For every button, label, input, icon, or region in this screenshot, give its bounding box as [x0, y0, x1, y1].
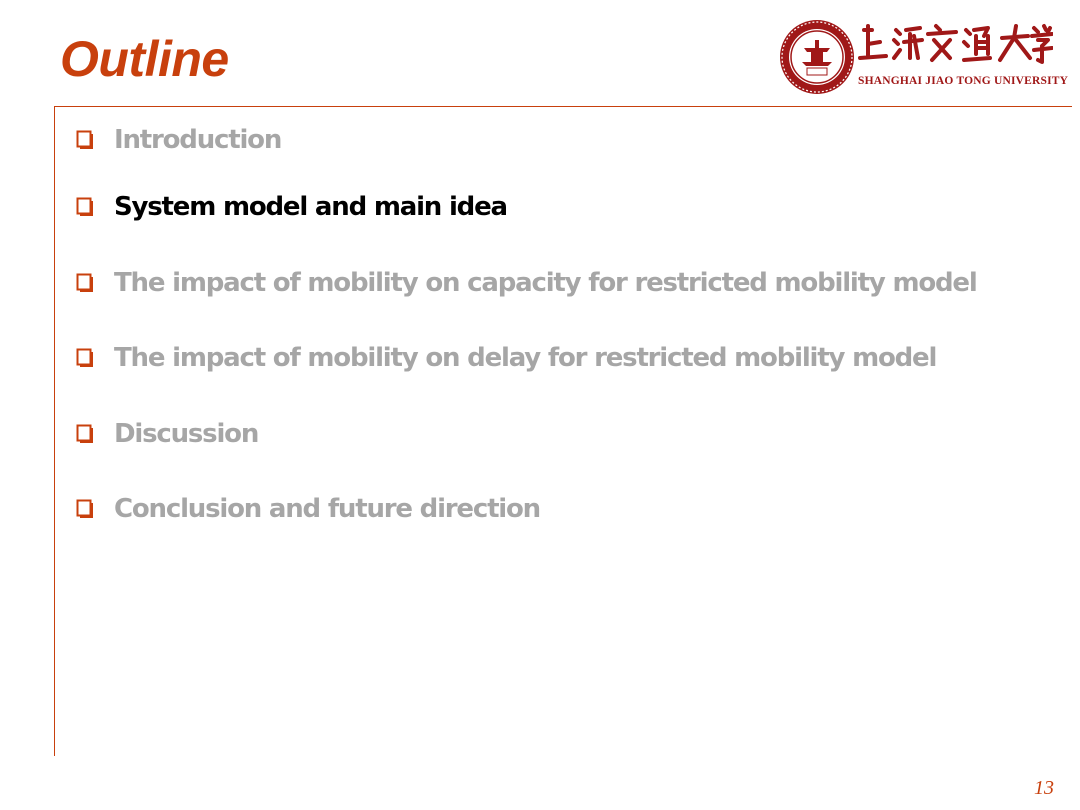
hollow-square-bullet-icon: [76, 498, 94, 520]
hollow-square-bullet-icon: [76, 196, 94, 218]
outline-item-label: Introduction: [114, 125, 282, 155]
outline-item-discussion: [76, 419, 258, 449]
hollow-square-bullet-icon: [76, 423, 94, 445]
outline-item-delay: [76, 343, 936, 373]
hollow-square-bullet-icon: [76, 272, 94, 294]
outline-item-label: The impact of mobility on capacity for restricted mobility model: [114, 268, 977, 298]
university-chinese-name-icon: [858, 22, 1053, 66]
hollow-square-bullet-icon: [76, 129, 94, 151]
outline-item-introduction: [76, 125, 281, 155]
outline-item-label: Conclusion and future direction: [114, 494, 540, 524]
outline-item-system-model: [76, 192, 507, 222]
outline-item-capacity: [76, 268, 977, 298]
header-divider: [54, 106, 1072, 107]
outline-item-label: Discussion: [114, 419, 259, 449]
page-number: 13: [1034, 777, 1054, 799]
university-seal-icon: [778, 18, 856, 96]
hollow-square-bullet-icon: [76, 347, 94, 369]
university-english-name: SHANGHAI JIAO TONG UNIVERSITY: [858, 75, 1069, 87]
outline-item-conclusion: [76, 494, 540, 524]
outline-item-label: The impact of mobility on delay for restricted mobility model: [114, 343, 937, 373]
university-logo: [778, 18, 1069, 98]
content-left-border: [54, 106, 55, 756]
outline-item-label-active: System model and main idea: [114, 192, 507, 222]
slide-title: Outline: [60, 31, 229, 87]
